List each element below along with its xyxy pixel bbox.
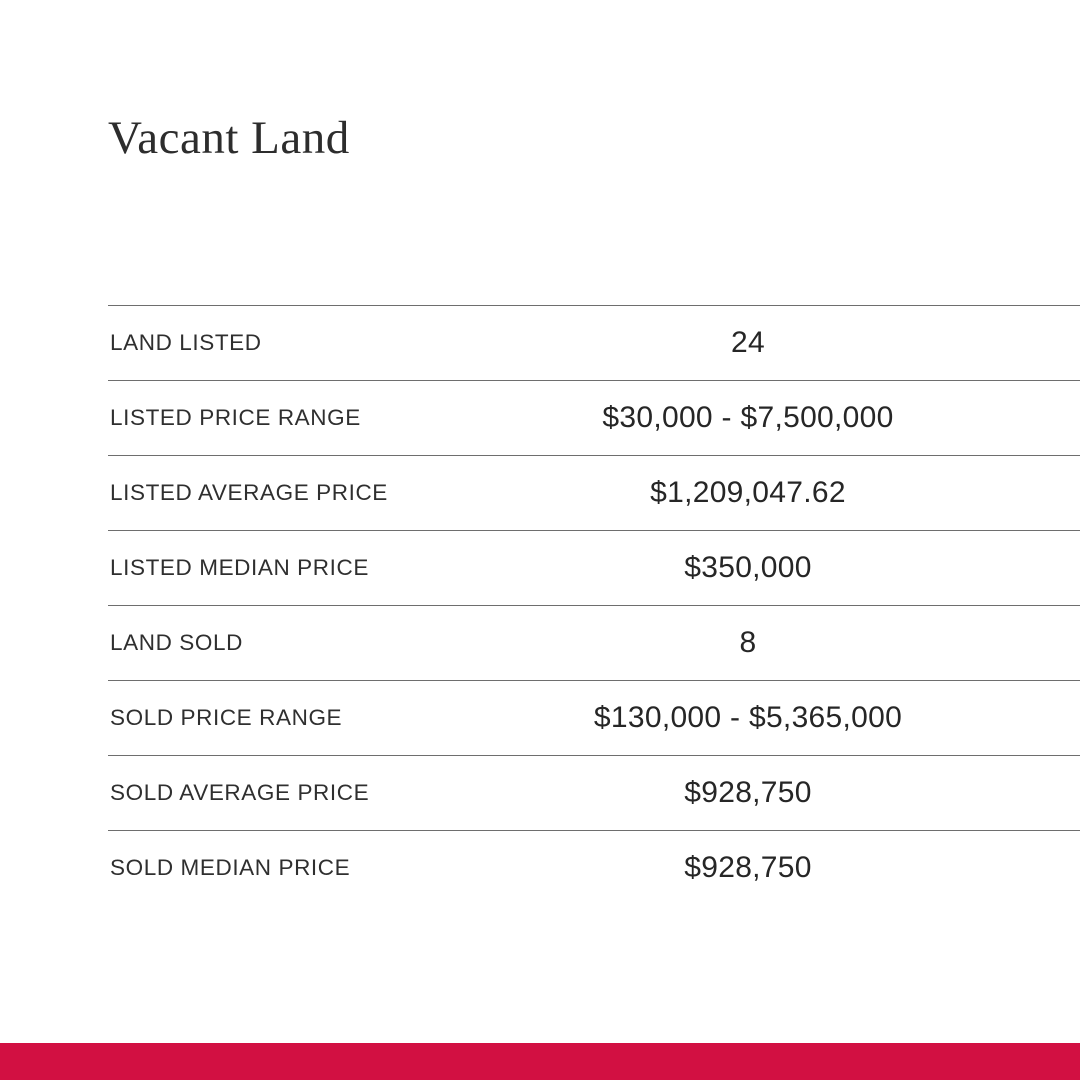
stats-table <box>108 305 1080 905</box>
stat-value: $130,000 - $5,365,000 <box>593 701 903 734</box>
stat-label: SOLD MEDIAN PRICE <box>110 855 351 880</box>
stat-row-sold-price-range <box>108 680 1080 755</box>
stat-label: LISTED PRICE RANGE <box>110 405 361 430</box>
stat-row-land-listed <box>108 305 1080 380</box>
stat-label: LAND LISTED <box>110 330 262 355</box>
stat-label: SOLD AVERAGE PRICE <box>110 780 370 805</box>
stat-label: LAND SOLD <box>110 630 243 655</box>
stat-row-sold-median-price <box>108 830 1080 905</box>
stat-value: $30,000 - $7,500,000 <box>602 401 894 434</box>
footer-accent-bar <box>0 1043 1080 1080</box>
stat-value: $350,000 <box>684 551 812 584</box>
stat-row-listed-average-price <box>108 455 1080 530</box>
stat-value: $928,750 <box>684 851 812 884</box>
stat-value: $1,209,047.62 <box>650 476 846 509</box>
stat-row-listed-median-price <box>108 530 1080 605</box>
stat-row-listed-price-range <box>108 380 1080 455</box>
stat-row-land-sold <box>108 605 1080 680</box>
stat-value: 24 <box>731 326 765 359</box>
stat-value: $928,750 <box>684 776 812 809</box>
stat-label: SOLD PRICE RANGE <box>110 705 343 730</box>
stat-label: LISTED AVERAGE PRICE <box>110 480 388 505</box>
stat-value: 8 <box>739 626 757 659</box>
stat-label: LISTED MEDIAN PRICE <box>110 555 369 580</box>
page-title: Vacant Land <box>108 112 350 164</box>
stat-row-sold-average-price <box>108 755 1080 830</box>
